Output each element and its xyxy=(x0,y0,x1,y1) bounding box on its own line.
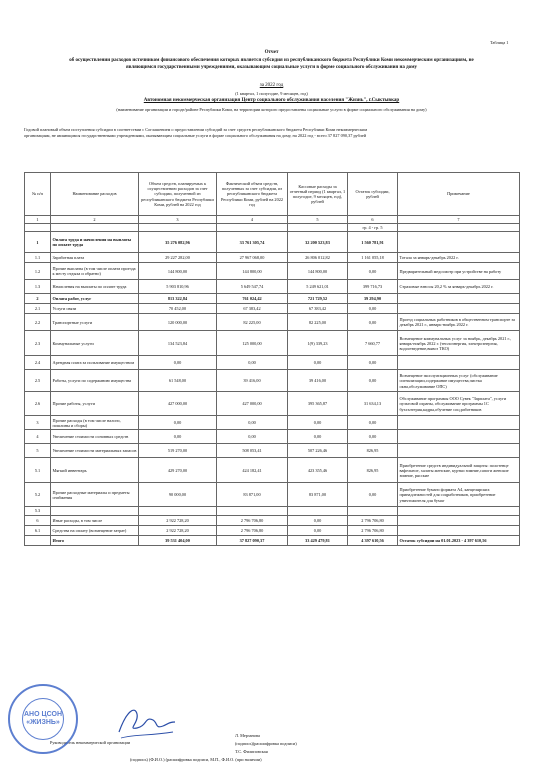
row-plan: 2 922 728,20 xyxy=(139,525,217,535)
signature xyxy=(117,698,177,744)
row-cash: 0,00 xyxy=(288,525,348,535)
row-num: 2.4 xyxy=(25,356,51,370)
row-num: 2.5 xyxy=(25,370,51,392)
row-fact: 508 053,41 xyxy=(217,444,288,458)
header-rest: Остаток субсидии, рублей xyxy=(348,173,398,216)
row-name: Прочие расходы (в том числе налоги, пошлины и сборы) xyxy=(51,416,139,430)
row-name: Увеличение стоимости материальных запасов xyxy=(51,444,139,458)
row-name: Оплата работ, услуг xyxy=(51,294,139,304)
row-rest: 4 397 610,56 xyxy=(348,535,398,545)
row-note: Возмещение эксплуатационных услуг (обслуживание сигнализации,содержание имущества,чистка окна,обслуживание ОПС) xyxy=(398,370,520,392)
table-row xyxy=(25,507,520,515)
row-fact: 82 225,00 xyxy=(217,314,288,331)
row-rest: 7 660,77 xyxy=(348,331,398,356)
row-num: 3 xyxy=(25,416,51,430)
row-plan: 90 000,00 xyxy=(139,483,217,507)
row-num: 2.6 xyxy=(25,392,51,416)
row-num: 5.2 xyxy=(25,483,51,507)
row-fact: 427 000,00 xyxy=(217,392,288,416)
table-row xyxy=(25,232,520,253)
row-rest: 1 161 055,18 xyxy=(348,253,398,263)
row-plan: 2 922 728,20 xyxy=(139,515,217,525)
row-note xyxy=(398,416,520,430)
row-plan: 0,00 xyxy=(139,356,217,370)
table-row xyxy=(25,515,520,525)
row-rest: 0,00 xyxy=(348,263,398,280)
table-row xyxy=(25,444,520,458)
row-num: 5 xyxy=(25,444,51,458)
report-title: Отчет xyxy=(264,50,279,55)
header-cash: Кассовые расходы за отчетный период (1 квартал, 1 полугодие, 9 месяцев, год), рублей xyxy=(288,173,348,216)
row-plan: 120 000,00 xyxy=(139,314,217,331)
row-cash: 83 871,00 xyxy=(288,483,348,507)
row-fact: 27 967 068,00 xyxy=(217,253,288,263)
row-cash: 0,00 xyxy=(288,515,348,525)
colnum-4: 4 xyxy=(217,216,288,224)
header-note: Примечание xyxy=(398,173,520,216)
row-plan: 0,00 xyxy=(139,416,217,430)
row-plan: 29 227 282,00 xyxy=(139,253,217,263)
formula-cell: гр. 4 - гр. 5 xyxy=(348,224,398,232)
row-rest: 2 796 706,80 xyxy=(348,525,398,535)
row-rest: 0,00 xyxy=(348,356,398,370)
row-cash: 82 225,00 xyxy=(288,314,348,331)
row-rest: 0,00 xyxy=(348,314,398,331)
sign-line-2: Л. Мерзанова xyxy=(235,733,260,738)
row-name: Арендная плата за пользование имуществом xyxy=(51,356,139,370)
row-name: Прочие работы, услуги xyxy=(51,392,139,416)
row-note: Тотала за январь-декабрь 2022 г. xyxy=(398,253,520,263)
row-note: Обслуживание программы ООО Сувек "Зарплата", услуги пультовой охраны, обслуживание программы 1С бухгалтерия,кадры,обучение соц.работников xyxy=(398,392,520,416)
colnum-6: 6 xyxy=(348,216,398,224)
row-rest: 31 634,13 xyxy=(348,392,398,416)
row-rest: 0,00 xyxy=(348,370,398,392)
row-note xyxy=(398,515,520,525)
table-row xyxy=(25,535,520,545)
row-num: 2 xyxy=(25,294,51,304)
row-num: 5.1 xyxy=(25,458,51,483)
row-note: Страховые взносы 20,2 % за январь-декабрь 2022 г. xyxy=(398,280,520,294)
row-rest: 0,00 xyxy=(348,304,398,314)
row-fact: 0,00 xyxy=(217,430,288,444)
row-fact: 67 383,42 xyxy=(217,304,288,314)
row-rest: 826,95 xyxy=(348,458,398,483)
row-name: Иные расходы, в том числе xyxy=(51,515,139,525)
row-num: 1.2 xyxy=(25,263,51,280)
row-fact: 0,00 xyxy=(217,356,288,370)
row-note: Возмещение коммунальных услуг за ноябрь, декабрь 2021 г., январь-ноябрь 2022 г. (теплоэнергия, электроэнергия, водоотведение,вывоз ТКО) xyxy=(398,331,520,356)
row-name: Заработная плата xyxy=(51,253,139,263)
table-row xyxy=(25,483,520,507)
header-name: Наименование расходов xyxy=(51,173,139,216)
row-num: 2.2 xyxy=(25,314,51,331)
row-cash: 0,00 xyxy=(288,416,348,430)
row-note xyxy=(398,444,520,458)
intro-line-1: Годовой плановый объем поступления субсидии в соответствии с Соглашением о предоставлении субсидий за счет средств республиканского бюджета Республики Коми некоммерческим xyxy=(24,127,368,132)
row-fact: 83 871,00 xyxy=(217,483,288,507)
row-rest: 0,00 xyxy=(348,483,398,507)
row-rest xyxy=(348,507,398,515)
table-row xyxy=(25,356,520,370)
row-rest: 39 294,90 xyxy=(348,294,398,304)
row-fact: 37 827 090,37 xyxy=(217,535,288,545)
row-plan: 35 276 082,96 xyxy=(139,232,217,253)
row-plan: 519 270,00 xyxy=(139,444,217,458)
colnum-1: 1 xyxy=(25,216,51,224)
row-plan xyxy=(139,507,217,515)
row-note: Остаток субсидии на 01.01.2023 - 4 397 610,56 xyxy=(398,535,520,545)
row-cash: 1(9) 339,23 xyxy=(288,331,348,356)
row-name: Увеличение стоимости основных средств xyxy=(51,430,139,444)
sign-line-4: Т.С. Филиповская xyxy=(235,749,268,754)
row-note xyxy=(398,525,520,535)
row-num: 4 xyxy=(25,430,51,444)
row-name: Коммунальные услуги xyxy=(51,331,139,356)
row-fact: 33 761 305,74 xyxy=(217,232,288,253)
row-fact: 761 024,42 xyxy=(217,294,288,304)
row-fact: 5 649 547,74 xyxy=(217,280,288,294)
table-ref: Таблица 1 xyxy=(490,40,509,45)
sign-line-3: (подпись)(расшифровка подписи) xyxy=(235,741,297,746)
row-cash: 26 806 012,82 xyxy=(288,253,348,263)
table-row xyxy=(25,314,520,331)
row-cash: 32 200 523,83 xyxy=(288,232,348,253)
row-name: Итого xyxy=(51,535,139,545)
row-fact xyxy=(217,507,288,515)
report-table xyxy=(24,172,520,546)
row-cash: 5 249 621,01 xyxy=(288,280,348,294)
row-cash: 67 383,42 xyxy=(288,304,348,314)
row-plan: 144 800,00 xyxy=(139,263,217,280)
row-plan: 813 322,84 xyxy=(139,294,217,304)
organization-stamp xyxy=(8,684,78,754)
row-num: 1.1 xyxy=(25,253,51,263)
row-num: 6.1 xyxy=(25,525,51,535)
row-note xyxy=(398,232,520,253)
row-num: 6 xyxy=(25,515,51,525)
row-note xyxy=(398,304,520,314)
row-cash: 721 729,52 xyxy=(288,294,348,304)
table-row xyxy=(25,430,520,444)
table-row xyxy=(25,294,520,304)
row-note: Предварительный медосмотр при устройстве на работу xyxy=(398,263,520,280)
row-plan: 427 000,00 xyxy=(139,392,217,416)
sign-line-1: Руководитель некоммерческой организации xyxy=(50,740,131,745)
row-fact: 39 416,00 xyxy=(217,370,288,392)
header-fact: Фактический объем средств, полученных за счет субсидии, из республиканского бюджета Республики Коми, рублей на 2022 год xyxy=(217,173,288,216)
row-fact: 125 000,00 xyxy=(217,331,288,356)
table-row xyxy=(25,458,520,483)
row-name: Услуги связи xyxy=(51,304,139,314)
row-fact: 424 182,41 xyxy=(217,458,288,483)
row-cash: 0,00 xyxy=(288,356,348,370)
row-num: 5.3 xyxy=(25,507,51,515)
row-plan: 134 523,84 xyxy=(139,331,217,356)
row-note xyxy=(398,356,520,370)
table-row xyxy=(25,392,520,416)
intro-line-2: организациям, не являющимся государственными учреждениями, оказывающим социальные услуги в форме социального обслуживания на дому, на 2022 год - всего 37 827 090,37 рублей xyxy=(24,133,367,138)
report-subtitle-1: об осуществлении расходов источником финансового обеспечения которых является субсидия из республиканского бюджета Республики Коми некоммерческим организациям, не xyxy=(69,58,474,63)
row-name: Оплата труда и начисления на выплаты по оплате труда xyxy=(51,232,139,253)
table-row xyxy=(25,253,520,263)
row-fact: 2 796 706,80 xyxy=(217,515,288,525)
stamp-text: АНО ЦСОН «ЖИЗНЬ» xyxy=(24,711,62,726)
row-cash: 0,00 xyxy=(288,430,348,444)
table-row xyxy=(25,331,520,356)
row-plan: 5 903 810,96 xyxy=(139,280,217,294)
row-note: Приобретение бумаги формата А4, канцелярских принадлежностей для соцработников, приобретение уничтожителя для бумаг xyxy=(398,483,520,507)
colnum-5: 5 xyxy=(288,216,348,224)
row-cash: 144 800,00 xyxy=(288,263,348,280)
table-row xyxy=(25,525,520,535)
colnum-7: 7 xyxy=(398,216,520,224)
row-cash: 395 365,87 xyxy=(288,392,348,416)
row-note xyxy=(398,507,520,515)
row-note xyxy=(398,294,520,304)
row-name: Прочие расходные материалы и предметы снабжения xyxy=(51,483,139,507)
table-row xyxy=(25,280,520,294)
row-num xyxy=(25,535,51,545)
colnum-2: 2 xyxy=(51,216,139,224)
row-rest: 0,00 xyxy=(348,416,398,430)
row-name xyxy=(51,507,139,515)
row-plan: 39 531 404,00 xyxy=(139,535,217,545)
row-cash xyxy=(288,507,348,515)
row-note: Проезд социальных работников в общественном транспорте за декабрь 2021 г., январь-ноябрь 2022 г. xyxy=(398,314,520,331)
row-fact: 144 800,00 xyxy=(217,263,288,280)
table-row xyxy=(25,304,520,314)
colnum-3: 3 xyxy=(139,216,217,224)
org-note: (наименование организации и городе/районе Республики Коми, на территории которого предоставлены социальные услуги в форме социального обслуживания на дому) xyxy=(116,107,427,112)
report-year: за 2022 год xyxy=(259,83,284,88)
row-cash: 39 416,00 xyxy=(288,370,348,392)
row-fact: 2 796 706,80 xyxy=(217,525,288,535)
row-name: Транспортные услуги xyxy=(51,314,139,331)
row-plan: 70 452,00 xyxy=(139,304,217,314)
row-name: Прочие выплаты (в том числе оплата проезда к месту отдыха и обратно) xyxy=(51,263,139,280)
row-rest: 399 716,73 xyxy=(348,280,398,294)
row-name: Работы, услуги по содержанию имущества xyxy=(51,370,139,392)
row-rest: 826,95 xyxy=(348,444,398,458)
row-name: Начисления на выплаты по оплате труда xyxy=(51,280,139,294)
row-num: 1.3 xyxy=(25,280,51,294)
report-subtitle-2: являющимся государственными учреждениями, оказывающим социальные услуги в форме социального обслуживания на дому xyxy=(126,65,417,70)
table-row xyxy=(25,370,520,392)
header-num: № п/п xyxy=(25,173,51,216)
header-plan: Объем средств, планируемых к осуществлению расходов за счет субсидии, полученной из республиканского бюджета Республики Коми, рублей на 2022 год xyxy=(139,173,217,216)
row-cash: 33 429 479,81 xyxy=(288,535,348,545)
row-note xyxy=(398,430,520,444)
org-name: Автономная некоммерческая организация Центр социального обслуживания населения "Жизнь", г.Сыктывкар xyxy=(143,98,400,103)
row-name: Мягкий инвентарь xyxy=(51,458,139,483)
report-period: (1 квартал, 1 полугодие, 9 месяцев, год) xyxy=(235,91,308,96)
sign-line-5: (подпись) (Ф.И.О.) (расшифровка подписи, М.П., Ф.И.О. (при наличии) xyxy=(130,757,262,762)
row-num: 2.3 xyxy=(25,331,51,356)
row-rest: 1 560 781,91 xyxy=(348,232,398,253)
table-row xyxy=(25,263,520,280)
row-plan: 0,00 xyxy=(139,430,217,444)
row-fact: 0,00 xyxy=(217,416,288,430)
row-name: Средства на оплату (возмещение затрат) xyxy=(51,525,139,535)
row-note: Приобретение средств индивидуальной защиты: полотенце вафельное, халаты женские, куртки зимние,сапоги женские зимние, рясские xyxy=(398,458,520,483)
row-rest: 2 796 706,80 xyxy=(348,515,398,525)
table-row xyxy=(25,416,520,430)
row-plan: 429 270,00 xyxy=(139,458,217,483)
row-cash: 507 226,46 xyxy=(288,444,348,458)
row-num: 2.1 xyxy=(25,304,51,314)
row-rest: 0,00 xyxy=(348,430,398,444)
row-cash: 423 355,46 xyxy=(288,458,348,483)
row-num: 1 xyxy=(25,232,51,253)
row-plan: 61 548,00 xyxy=(139,370,217,392)
